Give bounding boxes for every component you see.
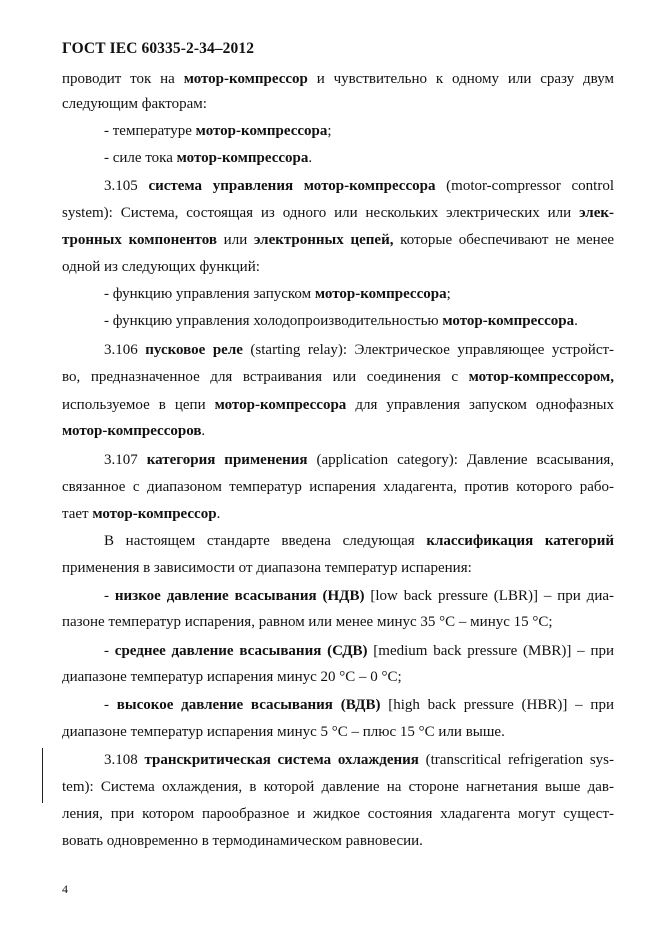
text-line (104, 695, 614, 715)
text-run: [medium back pressure (MBR)] – при (367, 643, 614, 659)
text-run: во, предназначенное для встраивания или соединения с (62, 369, 469, 385)
text-line (62, 477, 614, 497)
text-line (104, 641, 614, 661)
text-line (62, 395, 614, 415)
text-run: или (216, 232, 254, 248)
page-header-title: ГОСТ IEC 60335-2-34–2012 (62, 40, 255, 57)
text-line (62, 257, 614, 277)
text-run: - (104, 697, 117, 713)
text-run: . (201, 423, 206, 439)
term-bold: классификация категорий (426, 533, 614, 549)
text-run: одной из следующих функций: (62, 259, 260, 275)
text-line (62, 804, 614, 824)
term-bold: система управления мотор-компрессора (148, 178, 436, 194)
text-run: ; (446, 286, 451, 302)
text-line (104, 311, 614, 331)
term-bold: мотор-компрессор (92, 506, 217, 522)
text-run: - функцию управления запуском (104, 286, 315, 302)
text-line (104, 121, 614, 141)
text-run: - силе тока (104, 150, 177, 166)
text-run: (transcritical refrigeration sys- (418, 752, 615, 768)
text-run: - (104, 643, 115, 659)
text-line (104, 340, 614, 360)
text-run: используемое в цепи (62, 397, 215, 413)
term-bold: тронных компонентов (62, 232, 217, 248)
text-run: . (308, 150, 313, 166)
text-line (62, 777, 614, 797)
text-line (62, 421, 614, 441)
text-run: system): Система, состоящая из одного или нескольких электрических или (62, 205, 580, 221)
text-run: [high back pressure (HBR)] – при (380, 697, 614, 713)
term-bold: мотор-компрессора (314, 286, 447, 302)
term-bold: среднее давление всасывания (СДВ) (114, 643, 368, 659)
text-run: пазоне температур испарения, равном или менее минус 35 °С – минус 15 °С; (62, 614, 553, 630)
term-bold: мотор-компрессор (183, 71, 308, 87)
text-run: тает (62, 506, 93, 522)
text-line (62, 612, 614, 632)
text-run: ления, при котором парообразное и жидкое состояния хладагента могут сущест- (62, 806, 614, 822)
text-run: диапазоне температур испарения минус 20 °С – 0 °С; (62, 669, 402, 685)
text-run: (application category): Давление всасывания, (307, 452, 614, 468)
text-run: . (216, 506, 221, 522)
text-run: связанное с диапазоном температур испарения хладагента, против которого рабо- (62, 479, 614, 495)
text-line (104, 176, 614, 196)
text-line (104, 284, 614, 304)
text-line (62, 94, 614, 114)
term-bold: низкое давление всасывания (НДВ) (114, 588, 365, 604)
revision-change-bar (42, 748, 43, 803)
text-line (62, 667, 614, 687)
text-run: проводит ток на (62, 71, 184, 87)
text-run: для управления запуском однофазных (346, 397, 614, 413)
term-bold: пусковое реле (145, 342, 243, 358)
text-run: применения в зависимости от диапазона температур испарения: (62, 560, 472, 576)
text-run: (motor-compressor control (435, 178, 614, 194)
text-run: следующим факторам: (62, 96, 207, 112)
text-line (62, 504, 614, 524)
term-bold: высокое давление всасывания (ВДВ) (116, 697, 381, 713)
text-line (104, 450, 614, 470)
term-bold: мотор-компрессоров (62, 423, 202, 439)
text-line (104, 531, 614, 551)
text-line (104, 586, 614, 606)
text-run: В настоящем стандарте введена следующая (104, 533, 427, 549)
text-run: - функцию управления холодопроизводительностью (104, 313, 443, 329)
term-bold: мотор-компрессора (214, 397, 347, 413)
text-line (62, 831, 614, 851)
text-run: [low back pressure (LBR)] – при диа- (364, 588, 614, 604)
page-number: 4 (62, 882, 68, 896)
term-bold: мотор-компрессором, (468, 369, 614, 385)
term-bold: электронных цепей, (253, 232, 394, 248)
text-run: ; (327, 123, 332, 139)
text-run: . (574, 313, 578, 329)
text-run: 3.108 (104, 752, 145, 768)
term-bold: транскритическая система охлаждения (144, 752, 419, 768)
term-bold: элек- (579, 205, 614, 221)
term-bold: мотор-компрессора (442, 313, 575, 329)
text-run: tem): Система охлаждения, в которой давление на стороне нагнетания выше дав- (62, 779, 614, 795)
text-run: и чувствительно к одному или сразу двум (307, 71, 615, 87)
term-bold: мотор-компрессора (176, 150, 309, 166)
text-line (62, 203, 614, 223)
text-run: вовать одновременно в термодинамическом равновесии. (62, 833, 423, 849)
text-run: диапазоне температур испарения минус 5 °С – плюс 15 °С или выше. (62, 724, 505, 740)
text-line (62, 69, 614, 89)
text-run: - (104, 588, 115, 604)
text-run: 3.107 (104, 452, 147, 468)
term-bold: мотор-компрессора (195, 123, 328, 139)
text-line (62, 230, 614, 250)
text-run: 3.106 (104, 342, 146, 358)
text-line (62, 558, 614, 578)
text-line (62, 367, 614, 387)
term-bold: категория применения (146, 452, 308, 468)
text-line (104, 148, 614, 168)
text-line (62, 722, 614, 742)
text-line (104, 750, 614, 770)
text-run: - температуре (104, 123, 196, 139)
text-run: которые обеспечивают не менее (393, 232, 615, 248)
text-run: 3.105 (104, 178, 149, 194)
text-run: (starting relay): Электрическое управляющее устройст- (242, 342, 615, 358)
